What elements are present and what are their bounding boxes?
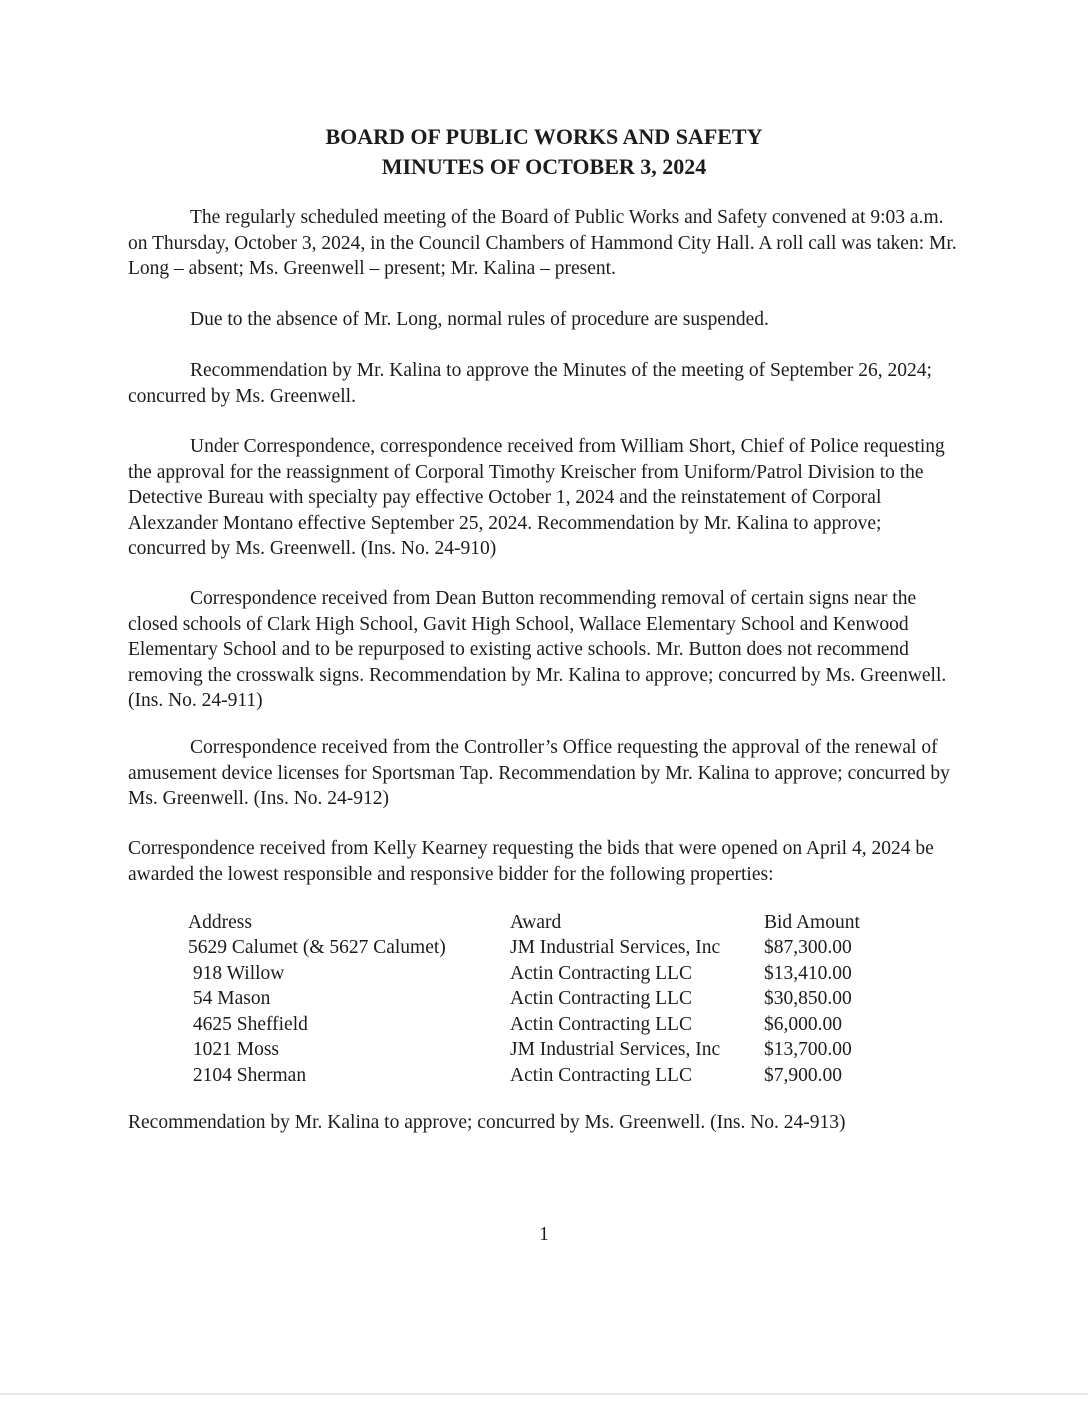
paragraph-roll-call	[128, 205, 963, 282]
cell-address: 5629 Calumet (& 5627 Calumet)	[188, 937, 446, 959]
cell-award: Actin Contracting LLC	[510, 962, 692, 984]
header-bid-amount: Bid Amount	[764, 911, 860, 933]
paragraph-sign-removal	[128, 586, 963, 714]
table-row	[188, 987, 904, 1013]
cell-address: 4625 Sheffield	[188, 1013, 308, 1035]
header-address: Address	[188, 911, 252, 933]
table-row	[188, 961, 904, 987]
paragraph-bid-request: Correspondence received from Kelly Kearney requesting the bids that were opened on April 4, 2024 be awarded the lowest responsible and responsive bidder for the following properties:	[128, 838, 934, 885]
cell-award: JM Industrial Services, Inc	[510, 1039, 721, 1061]
cell-amount: $6,000.00	[764, 1013, 842, 1035]
cell-amount: $87,300.00	[764, 937, 852, 959]
cell-amount: $7,900.00	[764, 1064, 842, 1086]
table-row	[188, 1038, 904, 1064]
paragraph-text: Recommendation by Mr. Kalina to approve the Minutes of the meeting of September 26, 2024; concurred by Ms. Greenwell.	[128, 360, 932, 407]
bids-table	[188, 910, 904, 1089]
paragraph-procedure	[128, 307, 963, 333]
paragraph-text: Correspondence received from Dean Button recommending removal of certain signs near the closed schools of Clark High School, Gavit High School, Wallace Elementary School and Kenwood Elementary School and to be repurposed to existing active schools. Mr. Button does not recommend removing the crosswalk signs. Recommendation by Mr. Kalina to approve; concurred by Ms. Greenwell. (Ins. No. 24-911)	[128, 588, 947, 711]
page-number: 1	[539, 1224, 549, 1245]
table-row	[188, 936, 904, 962]
cell-amount: $13,410.00	[764, 962, 852, 984]
paragraph-text: Due to the absence of Mr. Long, normal rules of procedure are suspended.	[190, 309, 769, 330]
table-row	[188, 1063, 904, 1089]
paragraph-police-reassignment	[128, 434, 963, 562]
scan-edge-line	[0, 1393, 1088, 1395]
cell-award: Actin Contracting LLC	[510, 1013, 692, 1035]
cell-award: Actin Contracting LLC	[510, 1064, 692, 1086]
paragraph-bid-approval: Recommendation by Mr. Kalina to approve; concurred by Ms. Greenwell. (Ins. No. 24-913)	[128, 1112, 846, 1133]
paragraph-text: Under Correspondence, correspondence received from William Short, Chief of Police requesting the approval for the reassignment of Corporal Timothy Kreischer from Uniform/Patrol Division to the Detective Bureau with specialty pay effective October 1, 2024 and the reinstatement of Corporal Alexzander Montano effective September 25, 2024. Recommendation by Mr. Kalina to approve; concurred by Ms. Greenwell. (Ins. No. 24-910)	[128, 436, 945, 559]
table-row	[188, 1012, 904, 1038]
cell-address: 2104 Sherman	[188, 1064, 307, 1086]
cell-award: Actin Contracting LLC	[510, 988, 692, 1010]
document-subtitle: MINUTES OF OCTOBER 3, 2024	[381, 154, 707, 179]
cell-address: 54 Mason	[188, 988, 271, 1010]
paragraph-text: The regularly scheduled meeting of the Board of Public Works and Safety convened at 9:03 a.m. on Thursday, October 3, 2024, in the Council Chambers of Hammond City Hall. A roll call was taken: Mr. Long – absent; Ms. Greenwell – present; Mr. Kalina – present.	[128, 207, 957, 279]
cell-address: 1021 Moss	[188, 1039, 280, 1061]
paragraph-minutes-approval	[128, 358, 963, 409]
bids-table-header-row	[188, 910, 904, 936]
document-title: BOARD OF PUBLIC WORKS AND SAFETY	[325, 124, 763, 149]
cell-amount: $30,850.00	[764, 988, 852, 1010]
paragraph-text: Correspondence received from the Controller’s Office requesting the approval of the renewal of amusement device licenses for Sportsman Tap. Recommendation by Mr. Kalina to approve; concurred by Ms. Greenwell. (Ins. No. 24-912)	[128, 737, 950, 809]
cell-address: 918 Willow	[188, 962, 285, 984]
header-award: Award	[510, 911, 562, 933]
cell-amount: $13,700.00	[764, 1039, 852, 1061]
paragraph-amusement-licenses	[128, 735, 963, 812]
cell-award: JM Industrial Services, Inc	[510, 937, 721, 959]
